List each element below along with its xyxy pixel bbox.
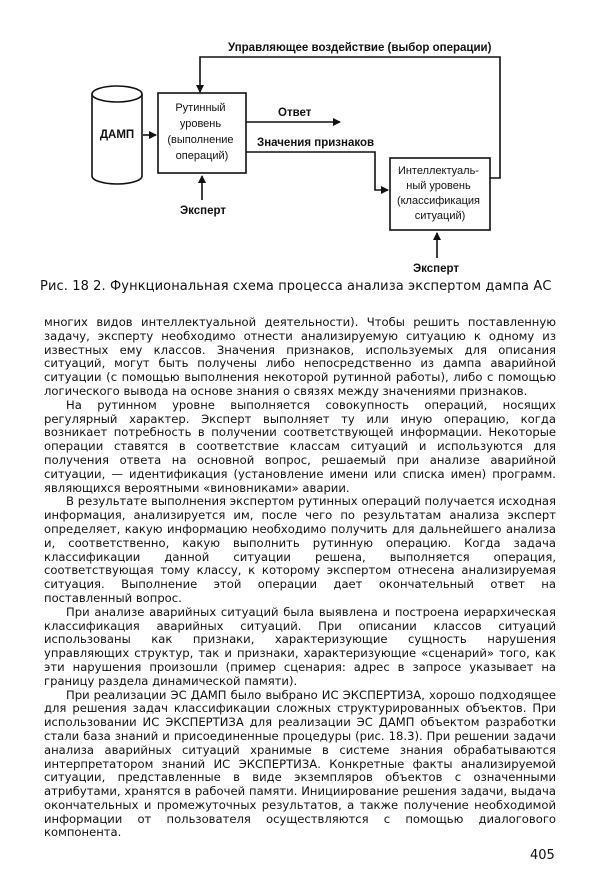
paragraph: На рутинном уровне выполняется совокупность операций, носящих регулярный характер. Эксперт выполняет ту или иную операцию, когда возникает потребность в получении соответствующей информации. Некоторые операции ставятся в соответствие классам ситуаций и используются для получения ответа на основной вопрос, решаемый при анализе аварийной ситуации, — идентификация (установление имени или списка имен) программ. являющихся вероятными «виновниками» аварии.: [44, 397, 556, 495]
figure-caption: Рис. 18 2. Функциональная схема процесса анализа экспертом дампа АС: [40, 279, 552, 294]
features-label: Значения признаков: [257, 137, 375, 149]
functional-diagram: [0, 0, 600, 312]
paragraph: При анализе аварийных ситуаций была выявлена и построена иерархическая классификация аварийных ситуаций. При описании классов ситуаций использованы как признаки, характеризующие сущность нарушения управляющих структур, так и признаки, характеризующие «сценарий» того, как эти нарушения произошли (пример сценария: адрес в запросе указывает на границу раздела динамической памяти).: [44, 604, 556, 688]
dump-cylinder: [92, 86, 142, 184]
expert-right-label: Эксперт: [413, 263, 460, 275]
paragraph: При реализации ЭС ДАМП было выбрано ИС ЭКСПЕРТИЗА, хорошо подходящее для решения задач классификации сложных структурированных объектов. При использовании ИС ЭКСПЕРТИЗА для реализации ЭС ДАМП объектом разработки стали база знаний и присоединенные процедуры (рис. 18.3). При решении задачи анализа аварийных ситуаций хранимые в системе знания обрабатываются интерпретатором знаний ИС ЭКСПЕРТИЗА. Конкретные факты анализируемой ситуации, представленные в виде экземпляров объектов с означенными атрибутами, хранятся в рабочей памяти. Инициирование решения задачи, выдача окончательных и промежуточных результатов, а также получение необходимой информации от пользователя осуществляются с помощью диалогового компонента.: [44, 687, 556, 840]
body-text: [44, 316, 556, 840]
dump-label: ДАМП: [99, 129, 135, 141]
expert-left-label: Эксперт: [180, 205, 227, 217]
paragraph: В результате выполнения экспертом рутинных операций получается исходная информация, анализируется им, после чего по результатам анализа эксперт определяет, какую информацию необходимо получить для дальнейшего анализа и, соответственно, какую выполнить рутинную операцию. Когда задача классификации данной ситуации решена, выполняется операция, соответствующая тому классу, к которому экспертом отнесена анализируемая ситуация. Выполнение этой операции дает окончательный ответ на поставленный вопрос.: [44, 494, 556, 605]
answer-label: Ответ: [278, 107, 312, 119]
intellectual-level-text: Интеллектуаль- ный уровень (классификация ситуаций): [396, 165, 480, 222]
features-arrow: [246, 152, 388, 190]
routine-level-text: Рутинный уровень (выполнение операций): [167, 102, 234, 162]
page-number: 405: [530, 848, 555, 863]
intellect-to-control-line: [490, 158, 500, 178]
paragraph: многих видов интеллектуальной деятельности). Чтобы решить поставленную задачу, эксперту необходимо отнести анализируемую ситуацию к одному из известных ему классов. Значения признаков, используемых для описания ситуаций, могут быть получены либо непосредственно из дампа аварийной ситуации (с помощью выполнения некоторой рутинной работы), либо с помощью логического вывода на основе знания о связях между значениями признаков.: [44, 315, 556, 398]
control-label: Управляющее воздействие (выбор операции): [228, 42, 492, 54]
